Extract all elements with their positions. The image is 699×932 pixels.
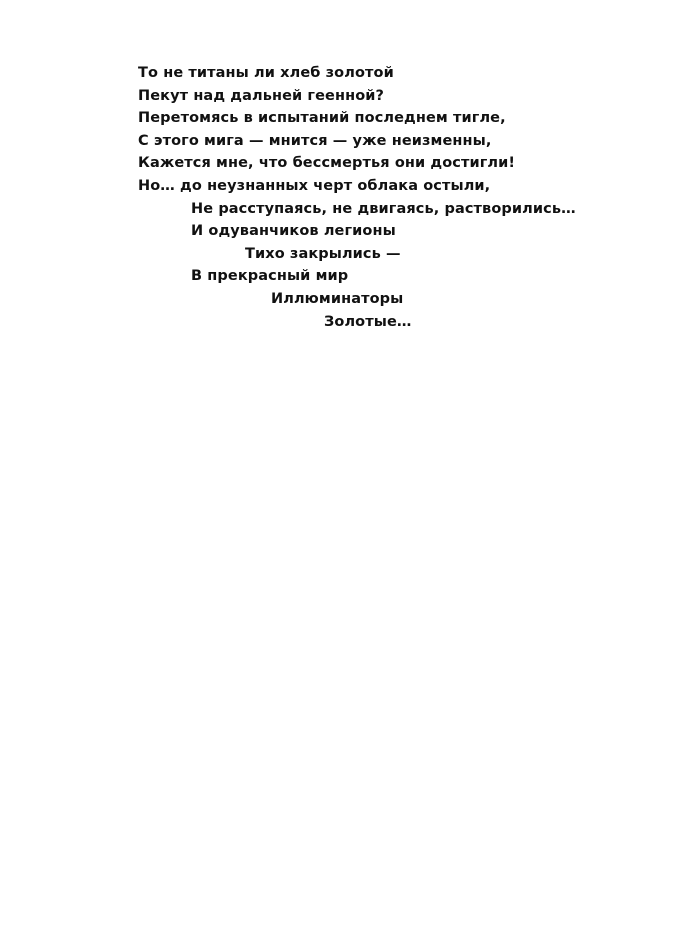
poem-line-6: Но… до неузнанных черт облака остыли, — [138, 177, 491, 194]
poem-line-12: Золотые… — [324, 313, 412, 330]
poem-text — [138, 62, 678, 333]
poem-line-4: С этого мига — мнится — уже неизменны, — [138, 132, 492, 149]
poem-line-11: Иллюминаторы — [271, 290, 404, 307]
poem-line-10: В прекрасный мир — [191, 268, 349, 285]
poem-line-2: Пекут над дальней геенной? — [138, 87, 385, 104]
poem-line-3: Перетомясь в испытаний последнем тигле, — [138, 110, 506, 127]
poem-line-9: Тихо закрылись — — [245, 245, 401, 262]
poem-line-7: Не расступаясь, не двигаясь, растворились… — [191, 200, 576, 217]
poem-line-5: Кажется мне, что бессмертья они достигли! — [138, 155, 516, 172]
poem-line-8: И одуванчиков легионы — [191, 223, 396, 240]
poem-line-1: То не титаны ли хлеб золотой — [138, 65, 394, 81]
